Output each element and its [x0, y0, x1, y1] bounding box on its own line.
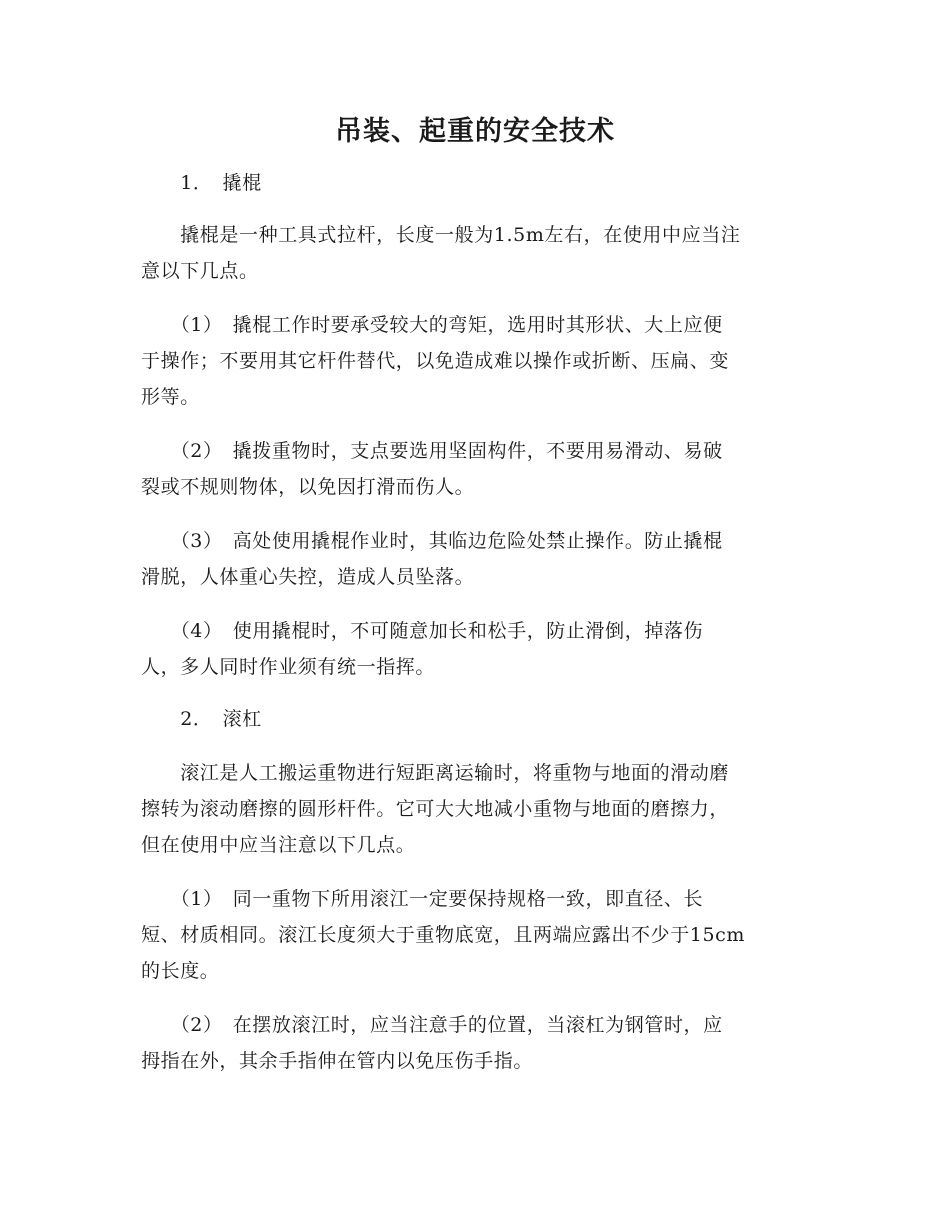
- paragraph-line: 意以下几点。: [141, 260, 259, 282]
- paragraph-line: 拇指在外，其余手指伸在管内以免压伤手指。: [141, 1050, 534, 1072]
- paragraph-line: 短、材质相同。滚江长度须大于重物底宽，且两端应露出不少于15cm: [141, 924, 746, 946]
- paragraph-line: 但在使用中应当注意以下几点。: [141, 834, 416, 856]
- paragraph-line: （2） 撬拨重物时，支点要选用坚固构件，不要用易滑动、易破: [141, 440, 723, 462]
- paragraph-line: 形等。: [141, 386, 200, 408]
- paragraph-line: 人，多人同时作业须有统一指挥。: [141, 656, 436, 678]
- section-heading-roller: 2． 滚杠: [141, 708, 262, 730]
- paragraph-line: （4） 使用撬棍时，不可随意加长和松手，防止滑倒，掉落伤: [141, 620, 704, 642]
- paragraph-line: 擦转为滚动磨擦的圆形杆件。它可大大地减小重物与地面的磨擦力，: [141, 798, 730, 820]
- paragraph-line: 裂或不规则物体，以免因打滑而伤人。: [141, 476, 475, 498]
- paragraph-line: （1） 撬棍工作时要承受较大的弯矩，选用时其形状、大上应便: [141, 314, 723, 336]
- section-heading-prying-bar: 1． 撬棍: [141, 172, 262, 194]
- paragraph-line: 于操作；不要用其它杆件替代，以免造成难以操作或折断、压扁、变: [141, 350, 730, 372]
- paragraph-line: 撬棍是一种工具式拉杆，长度一般为1.5m左右，在使用中应当注: [141, 224, 741, 246]
- paragraph-line: （3） 高处使用撬棍作业时，其临边危险处禁止操作。防止撬棍: [141, 530, 723, 552]
- paragraph-line: （1） 同一重物下所用滚江一定要保持规格一致，即直径、长: [141, 888, 704, 910]
- paragraph-line: （2） 在摆放滚江时，应当注意手的位置，当滚杠为钢管时，应: [141, 1014, 723, 1036]
- document-title: 吊装、起重的安全技术: [335, 116, 615, 147]
- paragraph-line: 滑脱，人体重心失控，造成人员坠落。: [141, 566, 475, 588]
- paragraph-line: 滚江是人工搬运重物进行短距离运输时，将重物与地面的滑动磨: [141, 762, 730, 784]
- paragraph-line: 的长度。: [141, 960, 220, 982]
